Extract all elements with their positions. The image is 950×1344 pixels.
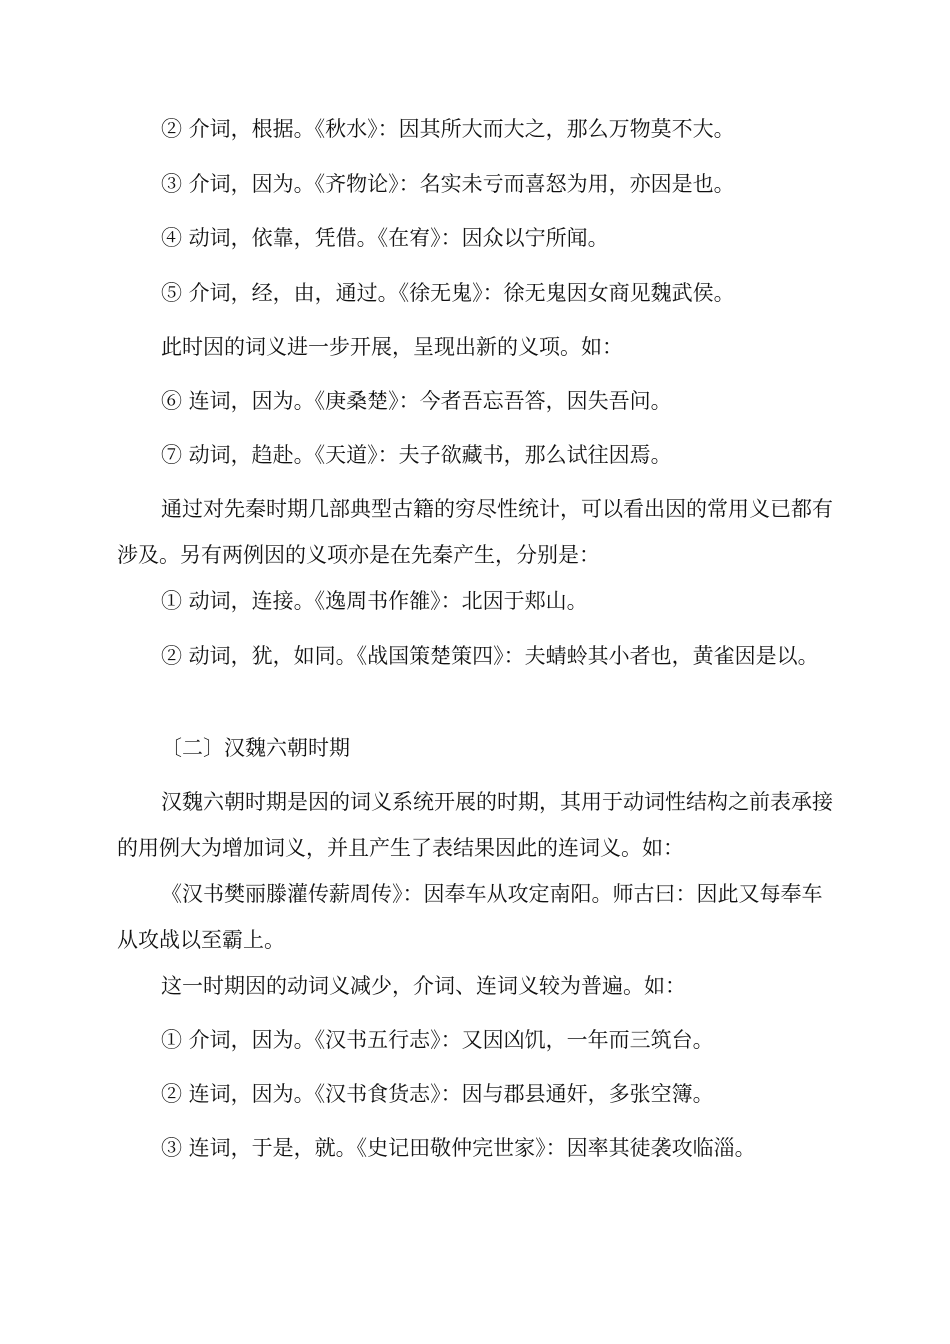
paragraph-13: 这一时期因的动词义减少，介词、连词义较为普遍。如： [161,974,686,998]
paragraph-9: ① 动词，连接。《逸周书作雒》：北因于郏山。 [161,589,588,613]
paragraph-11: 汉魏六朝时期是因的词义系统开展的时期，其用于动词性结构之前表承接的用例大为增加词义，并且产生了表结果因此的连词义。如： [117,790,833,860]
paragraph-10: ② 动词，犹，如同。《战国策楚策四》：夫蜻蛉其小者也，黄雀因是以。 [161,644,819,668]
paragraph-2: ③ 介词，因为。《齐物论》：名实未亏而喜怒为用，亦因是也。 [161,172,735,196]
paragraph-4: ⑤ 介词，经，由，通过。《徐无鬼》：徐无鬼因女商见魏武侯。 [161,281,735,305]
paragraph-14: ① 介词，因为。《汉书五行志》：又因凶饥，一年而三筑台。 [161,1028,714,1052]
paragraph-6: ⑥ 连词，因为。《庚桑楚》：今者吾忘吾答，因失吾问。 [161,389,672,413]
paragraph-1: ② 介词，根据。《秋水》：因其所大而大之，那么万物莫不大。 [161,117,735,141]
paragraph-8: 通过对先秦时期几部典型古籍的穷尽性统计，可以看出因的常用义已都有涉及。另有两例因的义项亦是在先秦产生，分别是： [117,497,833,567]
paragraph-16: ③ 连词，于是，就。《史记田敬仲完世家》：因率其徒袭攻临淄。 [161,1136,756,1160]
paragraph-12: 《汉书樊丽滕灌传薪周传》：因奉车从攻定南阳。师古曰：因此又每奉车从攻战以至霸上。 [117,882,823,952]
paragraph-7: ⑦ 动词，趋赴。《天道》：夫子欲藏书，那么试往因焉。 [161,443,672,467]
paragraph-3: ④ 动词，依靠，凭借。《在宥》：因众以宁所闻。 [161,226,609,250]
section-heading: 〔二〕汉魏六朝时期 [161,736,350,760]
paragraph-5: 此时因的词义进一步开展，呈现出新的义项。如： [161,335,623,359]
paragraph-15: ② 连词，因为。《汉书食货志》：因与郡县通奸，多张空簿。 [161,1082,714,1106]
